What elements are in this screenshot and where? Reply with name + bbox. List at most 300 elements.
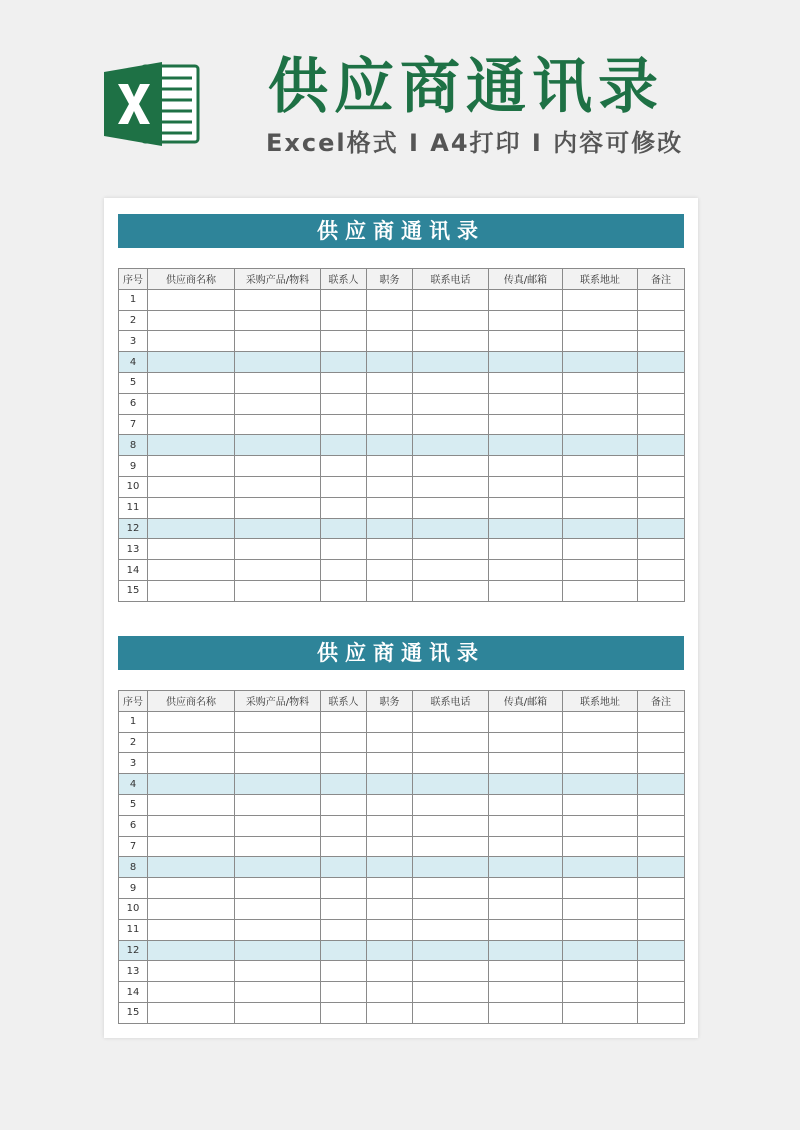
- table-cell[interactable]: [489, 331, 563, 352]
- table-cell[interactable]: [638, 539, 685, 560]
- table-cell[interactable]: [367, 518, 413, 539]
- table-row: [119, 580, 685, 601]
- table-cell[interactable]: [563, 435, 638, 456]
- table-cell[interactable]: [489, 289, 563, 310]
- table-cell[interactable]: [563, 732, 638, 753]
- table-cell[interactable]: [489, 711, 563, 732]
- table-cell[interactable]: [367, 940, 413, 961]
- table-cell[interactable]: [489, 393, 563, 414]
- table-cell[interactable]: [563, 878, 638, 899]
- row-number: 9: [119, 456, 148, 477]
- table-row: [119, 774, 685, 795]
- table-cell[interactable]: [235, 414, 321, 435]
- table-cell[interactable]: [321, 331, 367, 352]
- row-number: 7: [119, 836, 148, 857]
- table-cell[interactable]: [235, 1002, 321, 1023]
- table-cell[interactable]: [638, 310, 685, 331]
- table-cell[interactable]: [321, 919, 367, 940]
- table-cell[interactable]: [563, 961, 638, 982]
- table-cell[interactable]: [321, 711, 367, 732]
- table-row: [119, 414, 685, 435]
- table-cell[interactable]: [638, 753, 685, 774]
- column-header: 联系地址: [563, 691, 638, 712]
- row-number: 1: [119, 289, 148, 310]
- table-cell[interactable]: [489, 310, 563, 331]
- table-cell[interactable]: [413, 352, 489, 373]
- table-cell[interactable]: [563, 898, 638, 919]
- table-cell[interactable]: [489, 961, 563, 982]
- table-cell[interactable]: [563, 815, 638, 836]
- table-cell[interactable]: [321, 372, 367, 393]
- table-cell[interactable]: [413, 435, 489, 456]
- table-row: [119, 393, 685, 414]
- table-cell[interactable]: [489, 919, 563, 940]
- column-header: 联系电话: [413, 269, 489, 290]
- table-cell[interactable]: [367, 1002, 413, 1023]
- table-cell[interactable]: [148, 732, 235, 753]
- table-cell[interactable]: [235, 794, 321, 815]
- table-cell[interactable]: [235, 560, 321, 581]
- table-cell[interactable]: [148, 580, 235, 601]
- table-cell[interactable]: [321, 753, 367, 774]
- table-cell[interactable]: [148, 1002, 235, 1023]
- table-cell[interactable]: [367, 815, 413, 836]
- table-cell[interactable]: [489, 898, 563, 919]
- column-header: 联系地址: [563, 269, 638, 290]
- table-cell[interactable]: [563, 940, 638, 961]
- table-cell[interactable]: [321, 878, 367, 899]
- table-row: [119, 456, 685, 477]
- table-cell[interactable]: [235, 456, 321, 477]
- table-cell[interactable]: [563, 794, 638, 815]
- table-cell[interactable]: [321, 310, 367, 331]
- table-cell[interactable]: [489, 794, 563, 815]
- table-cell[interactable]: [563, 331, 638, 352]
- table-cell[interactable]: [367, 982, 413, 1003]
- table-cell[interactable]: [148, 815, 235, 836]
- table-row: [119, 331, 685, 352]
- table-cell[interactable]: [148, 393, 235, 414]
- table-cell[interactable]: [321, 857, 367, 878]
- table-cell[interactable]: [148, 982, 235, 1003]
- table-cell[interactable]: [413, 456, 489, 477]
- table-cell[interactable]: [148, 961, 235, 982]
- column-header: 传真/邮箱: [489, 691, 563, 712]
- table-cell[interactable]: [563, 414, 638, 435]
- table-cell[interactable]: [563, 352, 638, 373]
- table-cell[interactable]: [563, 497, 638, 518]
- table-cell[interactable]: [235, 732, 321, 753]
- table-cell[interactable]: [235, 310, 321, 331]
- row-number: 4: [119, 352, 148, 373]
- table-cell[interactable]: [148, 836, 235, 857]
- table-cell[interactable]: [367, 289, 413, 310]
- table-cell[interactable]: [563, 982, 638, 1003]
- table-cell[interactable]: [235, 961, 321, 982]
- row-number: 2: [119, 732, 148, 753]
- table-row: [119, 539, 685, 560]
- table-cell[interactable]: [367, 580, 413, 601]
- table-cell[interactable]: [367, 560, 413, 581]
- table-cell[interactable]: [413, 753, 489, 774]
- table-cell[interactable]: [563, 1002, 638, 1023]
- table-cell[interactable]: [563, 711, 638, 732]
- table-cell[interactable]: [148, 352, 235, 373]
- table-cell[interactable]: [489, 372, 563, 393]
- table-cell[interactable]: [489, 753, 563, 774]
- contact-table: [118, 690, 685, 1024]
- column-header: 备注: [638, 269, 685, 290]
- table-cell[interactable]: [413, 794, 489, 815]
- table-cell[interactable]: [489, 982, 563, 1003]
- table-header-row: [119, 269, 685, 290]
- table-cell[interactable]: [413, 1002, 489, 1023]
- table-cell[interactable]: [235, 857, 321, 878]
- table-cell[interactable]: [321, 476, 367, 497]
- table-cell[interactable]: [235, 982, 321, 1003]
- table-cell[interactable]: [638, 352, 685, 373]
- row-number: 1: [119, 711, 148, 732]
- table-row: [119, 857, 685, 878]
- table-row: [119, 732, 685, 753]
- table-cell[interactable]: [235, 836, 321, 857]
- table-cell[interactable]: [367, 310, 413, 331]
- table-cell[interactable]: [367, 753, 413, 774]
- table-cell[interactable]: [413, 289, 489, 310]
- table-cell[interactable]: [148, 711, 235, 732]
- table-cell[interactable]: [638, 435, 685, 456]
- table-cell[interactable]: [367, 456, 413, 477]
- table-cell[interactable]: [413, 940, 489, 961]
- table-cell[interactable]: [638, 919, 685, 940]
- table-cell[interactable]: [489, 774, 563, 795]
- table-cell[interactable]: [413, 857, 489, 878]
- table-cell[interactable]: [367, 794, 413, 815]
- table-cell[interactable]: [489, 940, 563, 961]
- column-header: 联系人: [321, 269, 367, 290]
- table-row: [119, 518, 685, 539]
- column-header: 备注: [638, 691, 685, 712]
- table-cell[interactable]: [367, 393, 413, 414]
- column-header: 供应商名称: [148, 691, 235, 712]
- table-cell[interactable]: [489, 836, 563, 857]
- table-cell[interactable]: [235, 435, 321, 456]
- table-cell[interactable]: [321, 518, 367, 539]
- table-cell[interactable]: [148, 794, 235, 815]
- row-number: 12: [119, 940, 148, 961]
- table-cell[interactable]: [413, 539, 489, 560]
- table-cell[interactable]: [321, 414, 367, 435]
- table-cell[interactable]: [638, 711, 685, 732]
- table-cell[interactable]: [367, 919, 413, 940]
- page-title: 供应商通讯录: [268, 52, 664, 122]
- table-cell[interactable]: [638, 815, 685, 836]
- column-header: 职务: [367, 691, 413, 712]
- table-cell[interactable]: [148, 898, 235, 919]
- table-cell[interactable]: [413, 497, 489, 518]
- table-cell[interactable]: [367, 539, 413, 560]
- table-cell[interactable]: [148, 539, 235, 560]
- table-row: [119, 476, 685, 497]
- table-cell[interactable]: [413, 372, 489, 393]
- table-cell[interactable]: [235, 289, 321, 310]
- row-number: 6: [119, 815, 148, 836]
- table-cell[interactable]: [413, 732, 489, 753]
- table-cell[interactable]: [413, 310, 489, 331]
- table-cell[interactable]: [148, 774, 235, 795]
- table-cell[interactable]: [413, 836, 489, 857]
- table-cell[interactable]: [413, 898, 489, 919]
- table-row: [119, 310, 685, 331]
- table-cell[interactable]: [489, 857, 563, 878]
- table-cell[interactable]: [489, 435, 563, 456]
- table-cell[interactable]: [638, 476, 685, 497]
- table-row: [119, 919, 685, 940]
- table-cell[interactable]: [148, 310, 235, 331]
- table-cell[interactable]: [148, 456, 235, 477]
- table-cell[interactable]: [235, 753, 321, 774]
- table-cell[interactable]: [638, 961, 685, 982]
- table-cell[interactable]: [638, 732, 685, 753]
- table-cell[interactable]: [563, 539, 638, 560]
- table-cell[interactable]: [235, 372, 321, 393]
- table-cell[interactable]: [367, 331, 413, 352]
- table-cell[interactable]: [148, 753, 235, 774]
- table-cell[interactable]: [235, 497, 321, 518]
- table-cell[interactable]: [563, 580, 638, 601]
- table-cell[interactable]: [367, 435, 413, 456]
- table-cell[interactable]: [413, 774, 489, 795]
- table-cell[interactable]: [563, 456, 638, 477]
- table-cell[interactable]: [321, 1002, 367, 1023]
- table-cell[interactable]: [235, 580, 321, 601]
- table-cell[interactable]: [489, 497, 563, 518]
- column-header: 采购产品/物料: [235, 269, 321, 290]
- table-cell[interactable]: [148, 476, 235, 497]
- table-cell[interactable]: [413, 476, 489, 497]
- table-cell[interactable]: [638, 982, 685, 1003]
- table-cell[interactable]: [148, 289, 235, 310]
- table-cell[interactable]: [563, 310, 638, 331]
- table-cell[interactable]: [367, 711, 413, 732]
- table-cell[interactable]: [563, 372, 638, 393]
- table-cell[interactable]: [321, 815, 367, 836]
- table-cell[interactable]: [638, 456, 685, 477]
- table-row: [119, 836, 685, 857]
- table-cell[interactable]: [563, 919, 638, 940]
- spacer: [118, 248, 684, 268]
- table-cell[interactable]: [148, 919, 235, 940]
- table-cell[interactable]: [563, 393, 638, 414]
- table-cell[interactable]: [367, 414, 413, 435]
- table-cell[interactable]: [148, 518, 235, 539]
- table-cell[interactable]: [148, 940, 235, 961]
- table-cell[interactable]: [638, 393, 685, 414]
- table-cell[interactable]: [638, 331, 685, 352]
- table-cell[interactable]: [321, 497, 367, 518]
- column-header: 联系人: [321, 691, 367, 712]
- table-cell[interactable]: [235, 518, 321, 539]
- table-cell[interactable]: [563, 857, 638, 878]
- table-header-row: [119, 691, 685, 712]
- table-cell[interactable]: [321, 898, 367, 919]
- table-cell[interactable]: [489, 539, 563, 560]
- table-cell[interactable]: [321, 560, 367, 581]
- table-cell[interactable]: [638, 414, 685, 435]
- table-cell[interactable]: [367, 836, 413, 857]
- column-header: 职务: [367, 269, 413, 290]
- table-cell[interactable]: [413, 815, 489, 836]
- page-subtitle: Excel格式 I A4打印 I 内容可修改: [266, 129, 684, 157]
- table-cell[interactable]: [235, 393, 321, 414]
- table-cell[interactable]: [367, 898, 413, 919]
- table-cell[interactable]: [489, 456, 563, 477]
- table-cell[interactable]: [148, 560, 235, 581]
- table-cell[interactable]: [321, 940, 367, 961]
- table-cell[interactable]: [367, 857, 413, 878]
- row-number: 15: [119, 580, 148, 601]
- table-cell[interactable]: [638, 560, 685, 581]
- column-header: 序号: [119, 691, 148, 712]
- table-cell[interactable]: [638, 836, 685, 857]
- table-row: [119, 1002, 685, 1023]
- table-cell[interactable]: [367, 774, 413, 795]
- table-cell[interactable]: [321, 961, 367, 982]
- table-cell[interactable]: [413, 414, 489, 435]
- paper-sheet: [104, 198, 698, 1038]
- table-cell[interactable]: [321, 836, 367, 857]
- table-cell[interactable]: [321, 732, 367, 753]
- table-row: [119, 435, 685, 456]
- table-cell[interactable]: [413, 518, 489, 539]
- table-cell[interactable]: [489, 732, 563, 753]
- table-cell[interactable]: [413, 982, 489, 1003]
- table-cell[interactable]: [321, 435, 367, 456]
- table-cell[interactable]: [235, 476, 321, 497]
- row-number: 8: [119, 435, 148, 456]
- table-cell[interactable]: [321, 774, 367, 795]
- table-cell[interactable]: [235, 940, 321, 961]
- table-cell[interactable]: [638, 289, 685, 310]
- table-row: [119, 289, 685, 310]
- table-cell[interactable]: [148, 414, 235, 435]
- row-number: 11: [119, 919, 148, 940]
- table-cell[interactable]: [413, 331, 489, 352]
- column-header: 传真/邮箱: [489, 269, 563, 290]
- table-cell[interactable]: [638, 372, 685, 393]
- table-cell[interactable]: [235, 711, 321, 732]
- table-cell[interactable]: [321, 539, 367, 560]
- table-cell[interactable]: [235, 919, 321, 940]
- table-cell[interactable]: [489, 518, 563, 539]
- table-cell[interactable]: [638, 1002, 685, 1023]
- table-cell[interactable]: [235, 331, 321, 352]
- table-cell[interactable]: [148, 878, 235, 899]
- row-number: 10: [119, 898, 148, 919]
- table-cell[interactable]: [563, 560, 638, 581]
- table-cell[interactable]: [235, 352, 321, 373]
- row-number: 2: [119, 310, 148, 331]
- table-cell[interactable]: [638, 878, 685, 899]
- row-number: 5: [119, 372, 148, 393]
- table-cell[interactable]: [413, 711, 489, 732]
- table-cell[interactable]: [148, 331, 235, 352]
- row-number: 5: [119, 794, 148, 815]
- table-cell[interactable]: [235, 539, 321, 560]
- row-number: 6: [119, 393, 148, 414]
- row-number: 12: [119, 518, 148, 539]
- table-cell[interactable]: [563, 518, 638, 539]
- table-cell[interactable]: [321, 982, 367, 1003]
- table-cell[interactable]: [638, 518, 685, 539]
- table-cell[interactable]: [148, 497, 235, 518]
- table-cell[interactable]: [367, 476, 413, 497]
- table-cell[interactable]: [413, 580, 489, 601]
- table-cell[interactable]: [638, 580, 685, 601]
- table-cell[interactable]: [367, 961, 413, 982]
- table-cell[interactable]: [148, 435, 235, 456]
- table-cell[interactable]: [489, 560, 563, 581]
- table-cell[interactable]: [638, 857, 685, 878]
- table-row: [119, 794, 685, 815]
- table-cell[interactable]: [413, 919, 489, 940]
- table-cell[interactable]: [489, 1002, 563, 1023]
- table-cell[interactable]: [148, 857, 235, 878]
- table-cell[interactable]: [563, 753, 638, 774]
- table-cell[interactable]: [235, 815, 321, 836]
- table-cell[interactable]: [638, 940, 685, 961]
- table-cell[interactable]: [321, 580, 367, 601]
- table-cell[interactable]: [367, 878, 413, 899]
- table-cell[interactable]: [489, 476, 563, 497]
- table-cell[interactable]: [563, 774, 638, 795]
- table-cell[interactable]: [413, 560, 489, 581]
- table-cell[interactable]: [638, 898, 685, 919]
- table-cell[interactable]: [235, 774, 321, 795]
- table-cell[interactable]: [321, 352, 367, 373]
- table-cell[interactable]: [235, 878, 321, 899]
- table-cell[interactable]: [638, 794, 685, 815]
- table-cell[interactable]: [367, 372, 413, 393]
- table-cell[interactable]: [321, 794, 367, 815]
- table-cell[interactable]: [563, 289, 638, 310]
- table-cell[interactable]: [321, 289, 367, 310]
- sheet-title: 供应商通讯录: [118, 214, 684, 248]
- table-cell[interactable]: [563, 476, 638, 497]
- column-header: 联系电话: [413, 691, 489, 712]
- table-cell[interactable]: [367, 732, 413, 753]
- table-cell[interactable]: [321, 393, 367, 414]
- table-cell[interactable]: [489, 352, 563, 373]
- table-cell[interactable]: [563, 836, 638, 857]
- table-cell[interactable]: [638, 774, 685, 795]
- table-cell[interactable]: [489, 580, 563, 601]
- table-cell[interactable]: [148, 372, 235, 393]
- table-cell[interactable]: [367, 497, 413, 518]
- table-cell[interactable]: [413, 878, 489, 899]
- table-cell[interactable]: [367, 352, 413, 373]
- table-cell[interactable]: [235, 898, 321, 919]
- table-cell[interactable]: [489, 815, 563, 836]
- table-cell[interactable]: [321, 456, 367, 477]
- table-cell[interactable]: [638, 497, 685, 518]
- table-cell[interactable]: [413, 393, 489, 414]
- table-cell[interactable]: [489, 878, 563, 899]
- table-row: [119, 878, 685, 899]
- row-number: 3: [119, 331, 148, 352]
- table-cell[interactable]: [489, 414, 563, 435]
- table-cell[interactable]: [413, 961, 489, 982]
